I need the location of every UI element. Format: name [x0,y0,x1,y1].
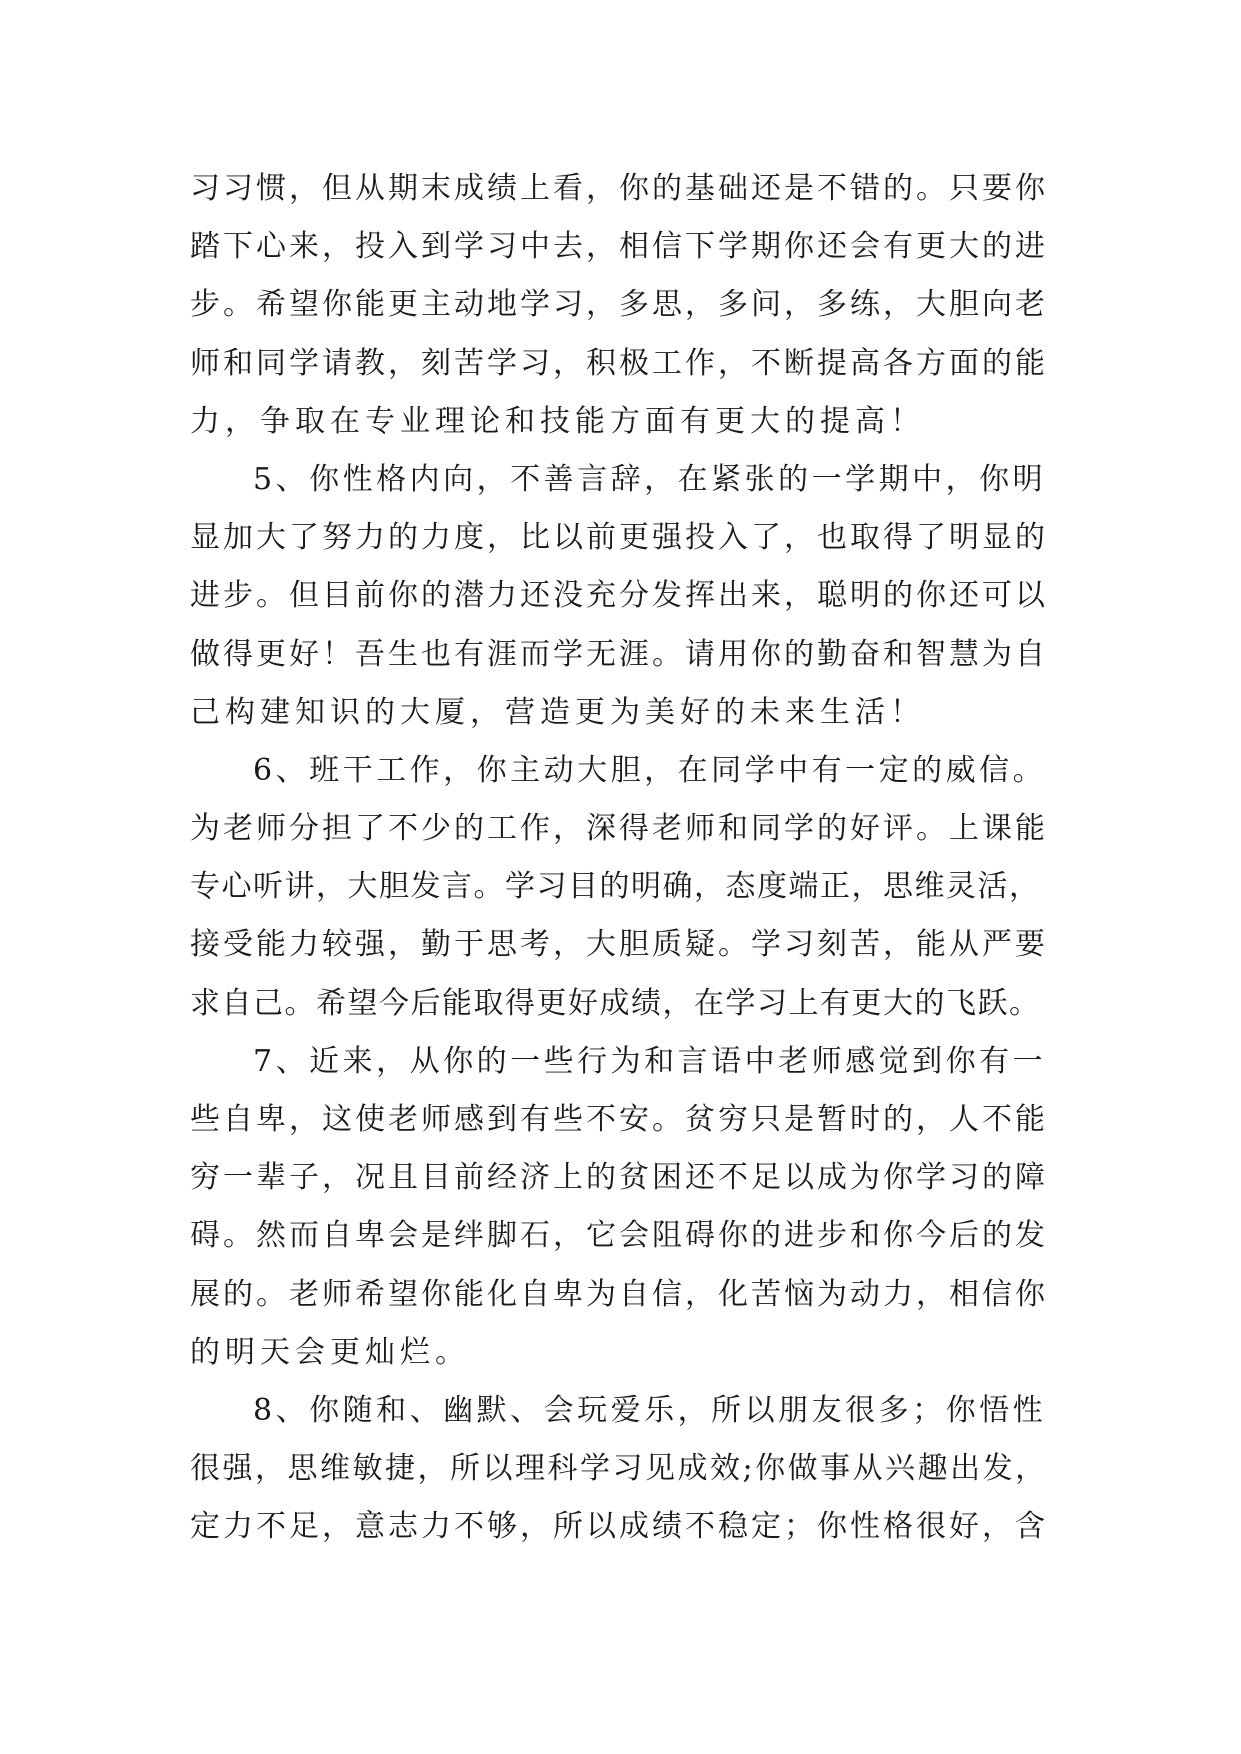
text-line: 做得更好！吾生也有涯而学无涯。请用你的勤奋和智慧为自 [190,636,1048,672]
text-line: 力，争取在专业理论和技能方面有更大的提高！ [190,403,925,439]
text-line: 专心听讲，大胆发言。学习目的明确，态度端正，思维灵活， [190,869,1041,905]
paragraph-start-line: 8、你随和、幽默、会玩爱乐，所以朋友很多；你悟性 [253,1392,1047,1428]
paragraph-start-line: 7、近来，从你的一些行为和言语中老师感觉到你有一 [253,1043,1047,1079]
text-line: 定力不足，意志力不够，所以成绩不稳定；你性格很好，含 [190,1509,1048,1545]
text-line: 些自卑，这使老师感到有些不安。贫穷只是暂时的，人不能 [190,1102,1048,1137]
text-line: 师和同学请教，刻苦学习，积极工作，不断提高各方面的能 [190,345,1048,381]
text-line: 习习惯，但从期末成绩上看，你的基础还是不错的。只要你 [190,171,1048,206]
text-line: 步。希望你能更主动地学习，多思，多问，多练，大胆向老 [190,287,1048,323]
text-line: 踏下心来，投入到学习中去，相信下学期你还会有更大的进 [190,229,1048,265]
paragraph-start-line: 5、你性格内向，不善言辞，在紧张的一学期中，你明 [253,461,1047,497]
text-line: 很强，思维敏捷，所以理科学习见成效;你做事从兴趣出发， [190,1451,1048,1487]
text-line: 接受能力较强，勤于思考，大胆质疑。学习刻苦，能从严要 [190,927,1048,963]
paragraph-start-line: 6、班干工作，你主动大胆，在同学中有一定的威信。 [253,752,1047,788]
text-line: 进步。但目前你的潜力还没充分发挥出来，聪明的你还可以 [190,578,1048,614]
text-line: 显加大了努力的力度，比以前更强投入了，也取得了明显的 [190,520,1048,556]
text-line: 展的。老师希望你能化自卑为自信，化苦恼为动力，相信你 [190,1276,1048,1312]
text-line: 求自己。希望今后能取得更好成绩，在学习上有更大的飞跃。 [190,985,1041,1021]
text-line: 己构建知识的大厦，营造更为美好的未来生活！ [190,694,925,730]
text-line: 为老师分担了不少的工作，深得老师和同学的好评。上课能 [190,811,1048,847]
text-line: 穷一辈子，况且目前经济上的贫困还不足以成为你学习的障 [190,1160,1048,1196]
text-line: 碍。然而自卑会是绊脚石，它会阻碍你的进步和你今后的发 [190,1218,1048,1254]
text-line: 的明天会更灿烂。 [190,1334,470,1370]
document-page [190,160,1052,1557]
